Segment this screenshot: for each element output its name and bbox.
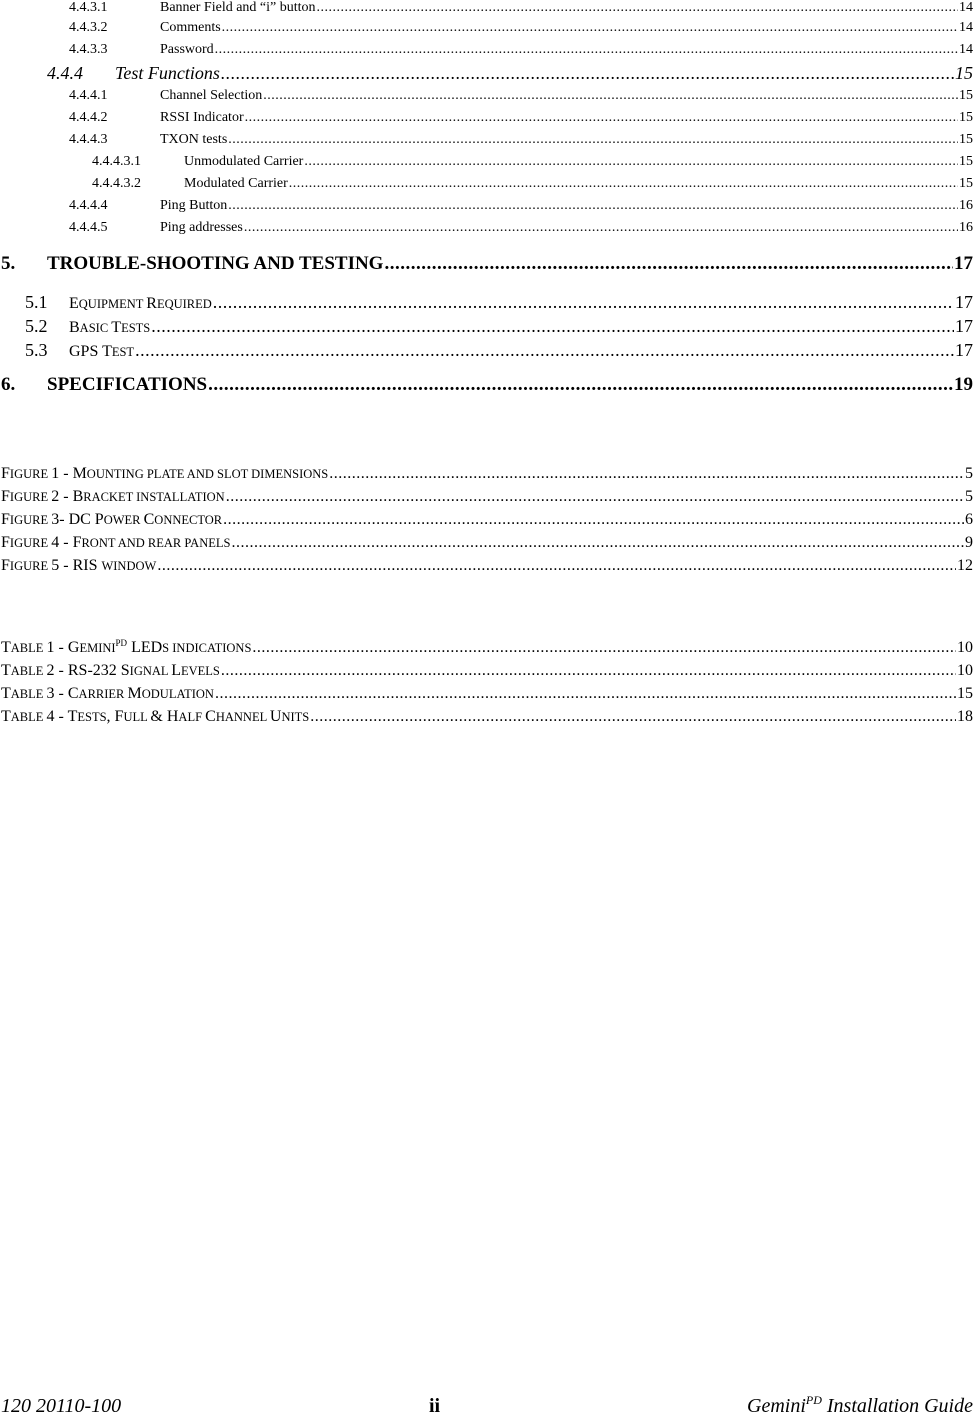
toc-entry-4-4-4-3[interactable] bbox=[69, 132, 973, 148]
toc-page: 15 bbox=[959, 132, 973, 147]
toc-title: GPS TEST bbox=[69, 343, 135, 360]
table-page: 10 bbox=[957, 662, 973, 679]
toc-title: Ping Button bbox=[160, 198, 228, 213]
figure-entry-3[interactable] bbox=[1, 511, 973, 529]
toc-number: 4.4.4.1 bbox=[69, 88, 108, 103]
toc-number: 6. bbox=[1, 374, 16, 395]
toc-number: 5.2 bbox=[25, 316, 48, 336]
toc-entry-5-3[interactable] bbox=[25, 340, 973, 361]
toc-number: 4.4.4.3.2 bbox=[92, 176, 141, 191]
toc-entry-4-4-3-2[interactable] bbox=[69, 20, 973, 36]
dot-leader bbox=[263, 88, 958, 104]
dot-leader bbox=[228, 198, 958, 214]
dot-leader bbox=[231, 534, 964, 552]
toc-title: TROUBLE-SHOOTING AND TESTING bbox=[47, 253, 384, 274]
toc-title: Test Functions bbox=[115, 63, 220, 83]
toc-entry-5-1[interactable] bbox=[25, 292, 973, 313]
table-entry-3[interactable] bbox=[1, 685, 973, 703]
dot-leader bbox=[222, 20, 958, 36]
toc-title: BASIC TESTS bbox=[69, 319, 151, 336]
table-page: 10 bbox=[957, 639, 973, 656]
toc-title: Modulated Carrier bbox=[184, 176, 288, 191]
toc-number: 5. bbox=[1, 253, 16, 274]
toc-number: 5.1 bbox=[25, 292, 48, 312]
dot-leader bbox=[221, 662, 956, 680]
toc-entry-4-4-4-4[interactable] bbox=[69, 198, 973, 214]
toc-page: 14 bbox=[959, 20, 973, 35]
toc-page: 15 bbox=[959, 88, 973, 103]
dot-leader bbox=[329, 465, 964, 483]
toc-entry-5[interactable] bbox=[1, 253, 973, 275]
toc-number: 4.4.4.3 bbox=[69, 132, 108, 147]
dot-leader bbox=[384, 253, 953, 275]
dot-leader bbox=[289, 176, 958, 192]
dot-leader bbox=[213, 292, 954, 313]
toc-entry-5-2[interactable] bbox=[25, 316, 973, 337]
dot-leader bbox=[221, 63, 954, 84]
dot-leader bbox=[226, 488, 964, 506]
dot-leader bbox=[135, 340, 954, 361]
dot-leader bbox=[151, 316, 954, 337]
toc-title: SPECIFICATIONS bbox=[47, 374, 208, 395]
dot-leader bbox=[223, 511, 964, 529]
toc-number: 4.4.3.1 bbox=[69, 0, 108, 15]
toc-title: TXON tests bbox=[160, 132, 228, 147]
toc-page: 16 bbox=[959, 198, 973, 213]
figure-entry-4[interactable] bbox=[1, 534, 973, 552]
toc-entry-6[interactable] bbox=[1, 374, 973, 396]
toc-page: 19 bbox=[954, 374, 973, 395]
toc-number: 4.4.4.5 bbox=[69, 220, 108, 235]
toc-number: 5.3 bbox=[25, 340, 48, 360]
dot-leader bbox=[215, 685, 956, 703]
toc-title: Password bbox=[160, 42, 214, 57]
toc-entry-4-4-4-2[interactable] bbox=[69, 110, 973, 126]
dot-leader bbox=[215, 42, 958, 58]
dot-leader bbox=[304, 154, 958, 170]
toc-title: Unmodulated Carrier bbox=[184, 154, 304, 169]
toc-title: EQUIPMENT REQUIRED bbox=[69, 295, 212, 312]
toc-entry-4-4-4-3-2[interactable] bbox=[92, 176, 973, 192]
toc-page: 17 bbox=[955, 292, 973, 312]
toc-page: 14 bbox=[959, 0, 973, 15]
figure-page: 6 bbox=[965, 511, 973, 528]
table-title: TABLE $1 - GEMINI^{PD}$ LEDS INDICATIONS bbox=[1, 639, 252, 656]
guide-title: Gemini$^{PD}$ Installation Guide bbox=[747, 1393, 973, 1417]
toc-page: 16 bbox=[959, 220, 973, 235]
dot-leader bbox=[157, 557, 956, 575]
toc-title: Ping addresses bbox=[160, 220, 243, 235]
toc-entry-4-4-4[interactable] bbox=[47, 63, 973, 84]
figure-entry-1[interactable] bbox=[1, 465, 973, 483]
figure-page: 5 bbox=[965, 465, 973, 482]
toc-entry-4-4-3-3[interactable] bbox=[69, 42, 973, 58]
toc-title: Channel Selection bbox=[160, 88, 263, 103]
figure-entry-2[interactable] bbox=[1, 488, 973, 506]
toc-page: 15 bbox=[959, 154, 973, 169]
toc-number: 4.4.4.3.1 bbox=[92, 154, 141, 169]
toc-number: 4.4.3.2 bbox=[69, 20, 108, 35]
table-entry-4[interactable] bbox=[1, 708, 973, 726]
table-entry-2[interactable] bbox=[1, 662, 973, 680]
toc-page: 15 bbox=[959, 110, 973, 125]
table-page: 18 bbox=[957, 708, 973, 725]
toc-number: 4.4.4.2 bbox=[69, 110, 108, 125]
dot-leader bbox=[244, 220, 958, 236]
table-title: TABLE 2 - RS-232 SIGNAL LEVELS bbox=[1, 662, 220, 679]
figure-title: FIGURE 3- DC POWER CONNECTOR bbox=[1, 511, 223, 528]
toc-page: 17 bbox=[955, 316, 973, 336]
figure-page: 5 bbox=[965, 488, 973, 505]
toc-number: 4.4.3.3 bbox=[69, 42, 108, 57]
table-title: TABLE 4 - TESTS, FULL & HALF CHANNEL UNITS bbox=[1, 708, 310, 725]
toc-number: 4.4.4 bbox=[47, 63, 83, 83]
toc-entry-4-4-4-1[interactable] bbox=[69, 88, 973, 104]
document-number: 120 20110-100 bbox=[1, 1395, 122, 1417]
dot-leader bbox=[252, 639, 956, 657]
toc-page: 17 bbox=[954, 253, 973, 274]
dot-leader bbox=[317, 0, 958, 16]
table-title: TABLE 3 - CARRIER MODULATION bbox=[1, 685, 214, 702]
figure-title: FIGURE 5 - RIS WINDOW bbox=[1, 557, 157, 574]
toc-entry-4-4-3-1[interactable] bbox=[69, 0, 973, 16]
toc-title: Banner Field and “i” button bbox=[160, 0, 316, 15]
toc-page: 17 bbox=[955, 340, 973, 360]
dot-leader bbox=[228, 132, 958, 148]
dot-leader bbox=[208, 374, 953, 396]
toc-title: RSSI Indicator bbox=[160, 110, 244, 125]
figure-page: 12 bbox=[957, 557, 973, 574]
page-number: ii bbox=[428, 1395, 441, 1417]
toc-number: 4.4.4.4 bbox=[69, 198, 108, 213]
figure-entry-5[interactable] bbox=[1, 557, 973, 575]
figure-title: FIGURE 2 - BRACKET INSTALLATION bbox=[1, 488, 225, 505]
dot-leader bbox=[310, 708, 956, 726]
toc-entry-4-4-4-5[interactable] bbox=[69, 220, 973, 236]
figure-title: FIGURE 4 - FRONT AND REAR PANELS bbox=[1, 534, 231, 551]
toc-page: 14 bbox=[959, 42, 973, 57]
toc-title: Comments bbox=[160, 20, 221, 35]
figure-page: 9 bbox=[965, 534, 973, 551]
dot-leader bbox=[245, 110, 958, 126]
table-entry-1[interactable] bbox=[1, 639, 973, 657]
figure-title: FIGURE 1 - MOUNTING PLATE AND SLOT DIMENSIONS bbox=[1, 465, 329, 482]
toc-entry-4-4-4-3-1[interactable] bbox=[92, 154, 973, 170]
toc-page: 15 bbox=[959, 176, 973, 191]
page-footer bbox=[1, 1395, 973, 1417]
table-page: 15 bbox=[957, 685, 973, 702]
toc-page: 15 bbox=[955, 63, 973, 83]
